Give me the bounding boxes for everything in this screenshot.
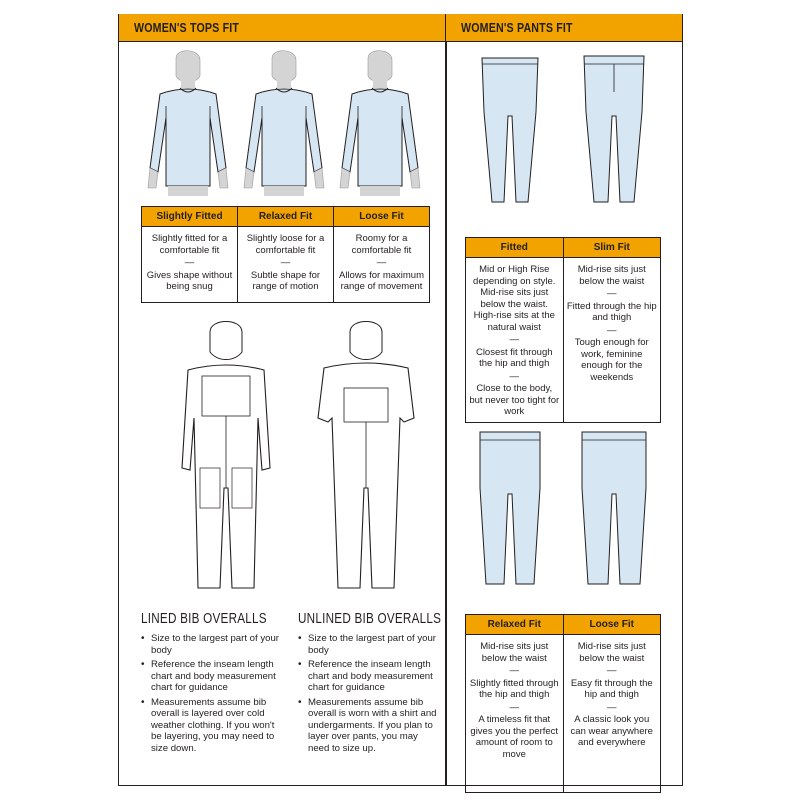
pants-header-relaxed-fit: Relaxed Fit [466,615,564,635]
pants-cell-slim-fit: Mid-rise sits just below the waist — Fitted through the hip and thigh — Tough enough for work, feminine enough for the weekends [563,258,661,423]
pants-fit-heading: WOMEN'S PANTS FIT [446,14,682,42]
lined-bib-list [141,633,281,757]
pants-cell-loose-fit: Mid-rise sits just below the waist — Easy fit through the hip and thigh — A classic look you can wear anywhere and everywhere [563,635,661,793]
bib-overall-figures [170,318,420,598]
loose-fit-pants-figure [582,432,646,584]
loose-fit-top-figure [340,51,420,196]
slightly-fitted-top-figure [148,51,228,196]
tops-header-loose-fit: Loose Fit [334,207,430,227]
list-item: • Reference the inseam length chart and body measurement chart for guidance [298,659,438,694]
list-item: • Size to the largest part of your body [298,633,438,656]
tops-fit-heading: WOMEN'S TOPS FIT [119,14,445,42]
unlined-bib-title: UNLINED BIB OVERALLS [298,610,442,627]
tops-header-slightly-fitted: Slightly Fitted [142,207,238,227]
lined-bib-title: LINED BIB OVERALLS [141,610,267,627]
relaxed-fit-top-figure [244,51,324,196]
fitted-pants-figure [482,58,538,202]
pants-header-loose-fit: Loose Fit [563,615,661,635]
list-item: • Measurements assume bib overall is worn with a shirt and undergarments. If you plan to layer over pants, you may need to size up. [298,697,438,755]
lined-bib-figure [182,322,270,589]
relaxed-fit-pants-figure [480,432,540,584]
pants-fit-table-bottom [465,614,661,793]
unlined-bib-figure [318,322,414,589]
tops-cell-slightly-fitted: Slightly fitted for a comfortable fit — Gives shape without being snug [142,227,238,303]
list-item: • Reference the inseam length chart and body measurement chart for guidance [141,659,281,694]
tops-header-relaxed-fit: Relaxed Fit [238,207,334,227]
tops-cell-loose-fit: Roomy for a comfortable fit — Allows for maximum range of movement [334,227,430,303]
column-divider [445,14,447,786]
pants-cell-fitted: Mid or High Rise depending on style. Mid-rise sits just below the waist. High-rise sits at the natural waist — Closest fit through the hip and thigh — Close to the body, but never too tight for work [466,258,564,423]
tops-figures [140,48,430,198]
pants-header-slim-fit: Slim Fit [563,238,661,258]
tops-cell-relaxed-fit: Slightly loose for a comfortable fit — Subtle shape for range of motion [238,227,334,303]
tops-fit-table [141,206,430,303]
unlined-bib-list [298,633,438,757]
pants-figures-bottom [470,428,660,588]
list-item: • Size to the largest part of your body [141,633,281,656]
list-item: • Measurements assume bib overall is layered over cold weather clothing. If you won't be layering, you may need to size down. [141,697,281,755]
pants-figures-top [470,52,660,212]
pants-fit-table-top [465,237,661,423]
slim-fit-pants-figure [584,56,644,202]
pants-cell-relaxed-fit: Mid-rise sits just below the waist — Slightly fitted through the hip and thigh — A timeless fit that gives you the perfect amount of room to move [466,635,564,793]
pants-header-fitted: Fitted [466,238,564,258]
